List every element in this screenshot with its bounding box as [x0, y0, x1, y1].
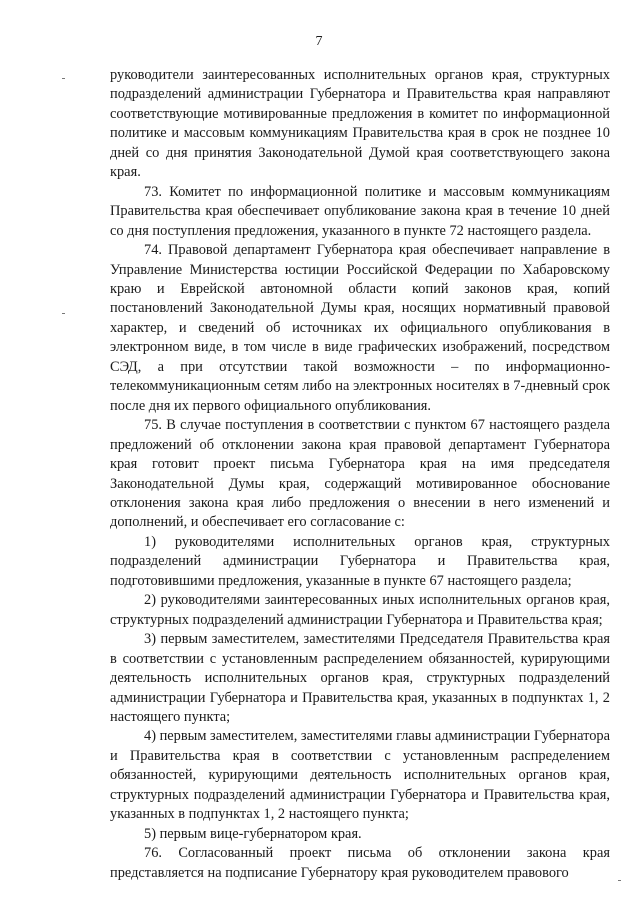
list-item: 5) первым вице-губернатором края.: [144, 825, 362, 842]
margin-mark: [62, 313, 65, 314]
margin-mark: [618, 880, 621, 881]
list-item: 4) первым заместителем, заместителями главы администрации Губернатора и Правительства края в соответствии с установленным распределением обязанностей, курирующими деятельность исполнительных органов края, структурных подразделений администрации Губернатора и Правительства края, указанных в подпунктах 1, 2 настоящего пункта;: [110, 728, 611, 823]
paragraph: руководители заинтересованных исполнительных органов края, структурных подразделений администрации Губернатора и Правительства края направляют соответствующие мотивированные предложения в комитет по информационной политике и массовым коммуникациям Правительства края в срок не позднее 10 дней со дня принятия Законодательной Думой края соответствующего закона края.: [110, 67, 610, 181]
paragraph: 74. Правовой департамент Губернатора края обеспечивает направление в Управление Министерства юстиции Российской Федерации по Хабаровскому краю и Еврейской автономной области копий законов края, копий постановлений Законодательной Думы края, носящих нормативный правовой характер, и сведений об источниках их официального опубликования в электронном виде, в том числе в виде графических изображений, посредством СЭД, а при отсутствии такой возможности – по информационно-телекоммуникационным сетям либо на электронных носителях в 7-дневный срок после дня их первого официального опубликования.: [110, 242, 610, 414]
document-body: [110, 66, 610, 883]
paragraph: 75. В случае поступления в соответствии с пунктом 67 настоящего раздела предложений об отклонении закона края правовой департамент Губернатора края готовит проект письма Губернатора края на имя председателя Законодательной Думы края, содержащий мотивированное обоснование отклонения закона края либо предложения о внесении в него изменений и дополнений, и обеспечивает его согласование с:: [110, 417, 610, 531]
list-item: 3) первым заместителем, заместителями Председателя Правительства края в соответствии с установленным распределением обязанностей, курирующими деятельность исполнительных органов края, структурных подразделений администрации Губернатора и Правительства края, указанных в подпунктах 1, 2 настоящего пункта;: [110, 631, 610, 725]
paragraph: 73. Комитет по информационной политике и массовым коммуникациям Правительства края обеспечивает опубликование закона края в течение 10 дней со дня поступления предложения, указанного в пункте 72 настоящего раздела.: [110, 183, 610, 239]
paragraph: 76. Согласованный проект письма об отклонении закона края представляется на подписание Губернатору края руководителем правового: [110, 845, 610, 881]
list-item: 1) руководителями исполнительных органов края, структурных подразделений администрации Губернатора и Правительства края, подготовившими предложения, указанные в пункте 67 настоящего раздела;: [110, 533, 610, 589]
margin-mark: [62, 78, 65, 79]
page-number: 7: [315, 34, 323, 49]
list-item: 2) руководителями заинтересованных иных исполнительных органов края, структурных подразделений администрации Губернатора и Правительства края;: [110, 592, 610, 628]
